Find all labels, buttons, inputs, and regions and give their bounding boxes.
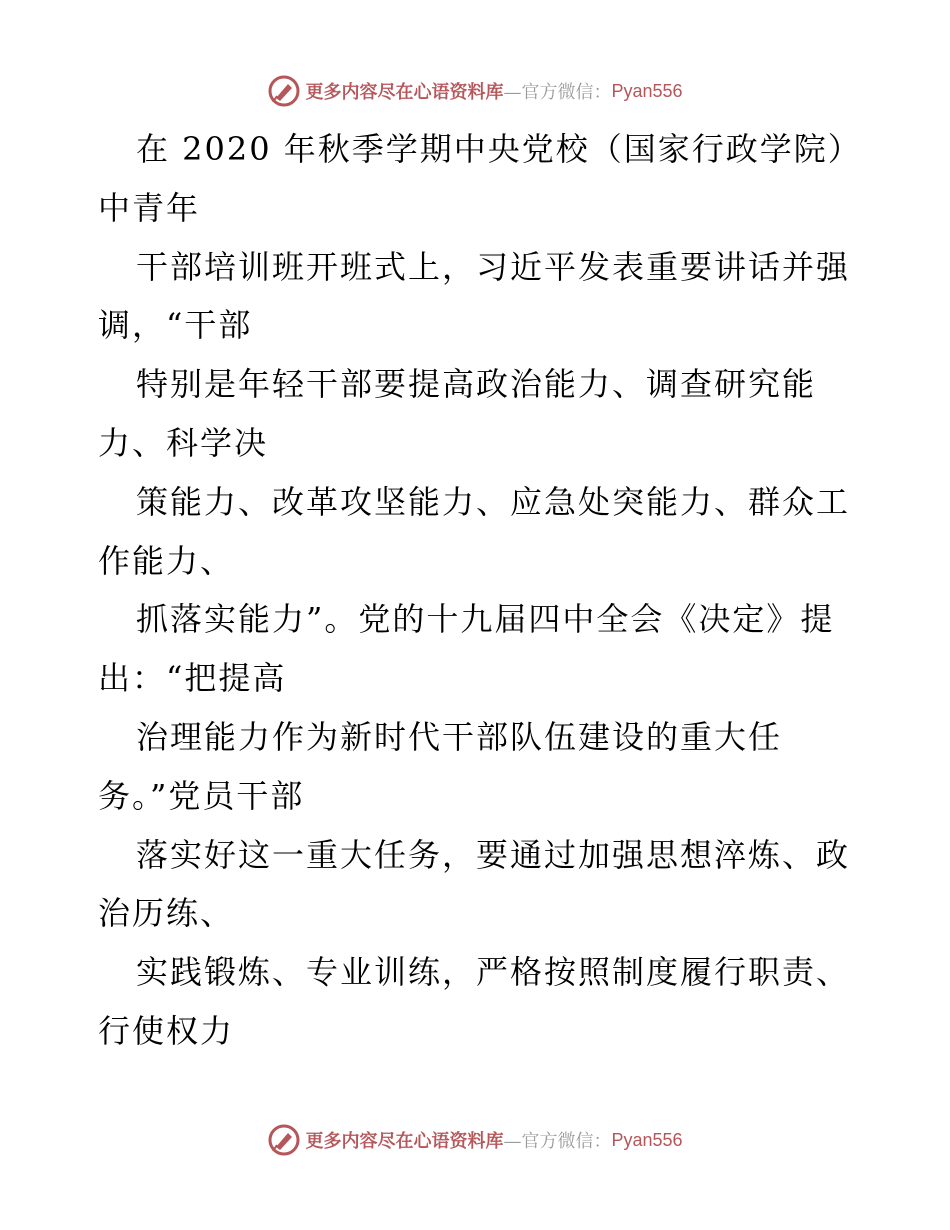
paragraph-line: 作能力、	[98, 541, 235, 580]
paragraph-line: 中青年	[98, 188, 201, 227]
paragraph-line: 落实好这一重大任务，要通过加强思想淬炼、政	[136, 835, 851, 874]
paragraph-line: 治理能力作为新时代干部队伍建设的重大任	[136, 717, 783, 756]
pen-nib-logo-icon	[267, 74, 301, 108]
watermark-account-text: Pyan556	[611, 80, 683, 101]
paragraph-line: 抓落实能力”。党的十九届四中全会《决定》提	[136, 600, 835, 639]
watermark-separator-text: —官方微信：	[503, 82, 612, 103]
pen-nib-logo-icon	[267, 1123, 301, 1157]
paragraph-line: 务。”党员干部	[98, 776, 305, 815]
footer-watermark	[0, 1120, 950, 1160]
paragraph-line: 特别是年轻干部要提高政治能力、调查研究能	[136, 365, 817, 404]
watermark-brand-text: 更多内容尽在心语资料库	[305, 82, 504, 103]
paragraph-line: 治历练、	[98, 894, 235, 933]
paragraph-line: 力、科学决	[98, 423, 269, 462]
paragraph-line: 行使权力	[98, 1011, 235, 1050]
watermark-account-text: Pyan556	[611, 1129, 683, 1150]
paragraph-line: 策能力、改革攻坚能力、应急处突能力、群众工	[136, 482, 851, 521]
document-paragraph	[98, 120, 862, 1061]
paragraph-line: 在 2020 年秋季学期中央党校（国家行政学院）	[136, 130, 862, 168]
paragraph-line: 实践锻炼、专业训练，严格按照制度履行职责、	[136, 953, 851, 992]
watermark-separator-text: —官方微信：	[503, 1131, 612, 1152]
watermark-brand-text: 更多内容尽在心语资料库	[305, 1131, 504, 1152]
paragraph-line: 干部培训班开班式上，习近平发表重要讲话并强	[136, 247, 851, 286]
paragraph-line: 出：“把提高	[98, 659, 287, 698]
header-watermark	[0, 71, 950, 111]
paragraph-line: 调，“干部	[98, 306, 253, 345]
